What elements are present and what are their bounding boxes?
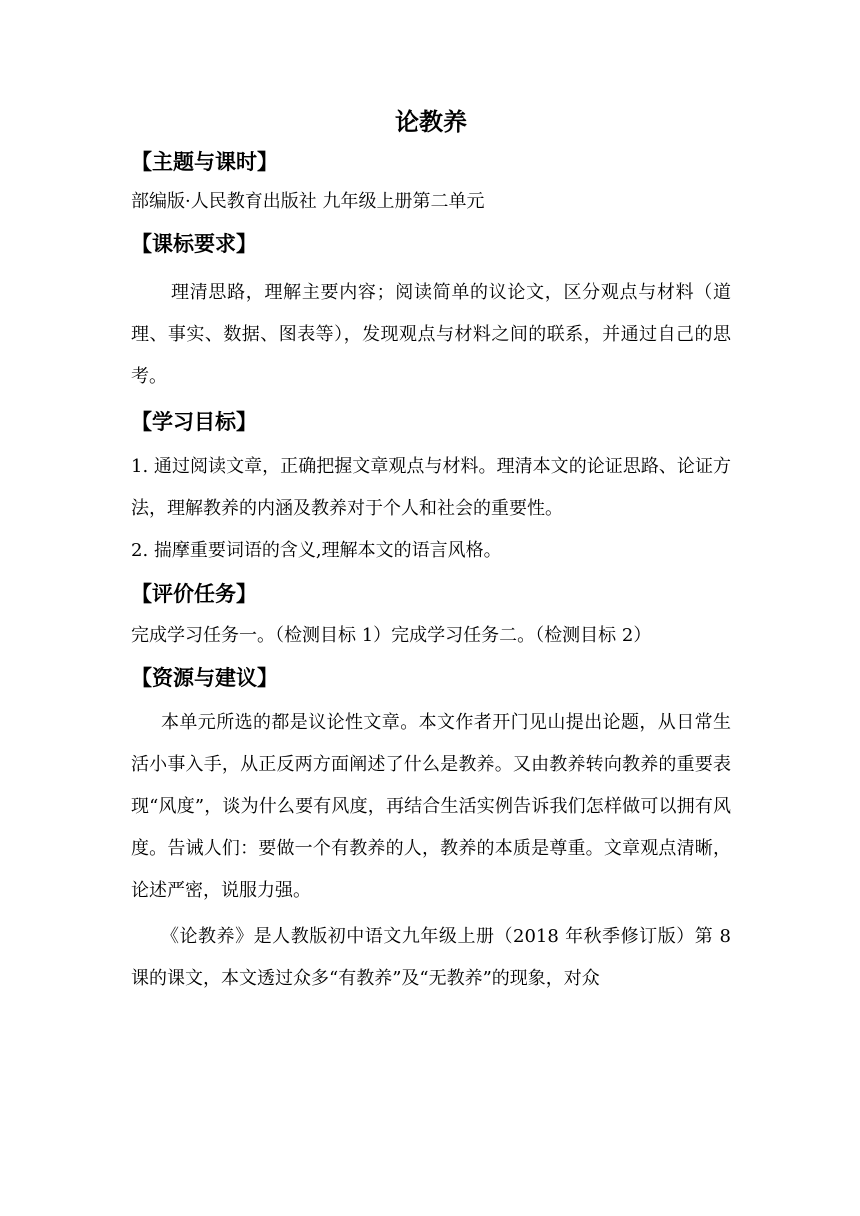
topic-text: 部编版·人民教育出版社 九年级上册第二单元 xyxy=(131,191,485,212)
goal-item-2: 2. 揣摩重要词语的含义,理解本文的语言风格。 xyxy=(131,540,502,561)
section-heading-standards: 【课标要求】 xyxy=(131,232,257,256)
goal-item-1: 1. 通过阅读文章，正确把握文章观点与材料。理清本文的论证思路、论证方法，理解教养的内涵及教养对于个人和社会的重要性。 xyxy=(131,456,731,519)
assessment-text: 完成学习任务一。（检测目标 1）完成学习任务二。（检测目标 2） xyxy=(131,625,652,646)
resources-paragraph-2: 《论教养》是人教版初中语文九年级上册（2018 年秋季修订版）第 8 课的课文，本文透过众多“有教养”及“无教养”的现象，对众 xyxy=(131,926,731,989)
section-heading-assessment: 【评价任务】 xyxy=(131,582,257,606)
document-title: 论教养 xyxy=(395,108,467,136)
section-heading-topic: 【主题与课时】 xyxy=(131,150,278,174)
section-heading-goals: 【学习目标】 xyxy=(131,410,257,434)
document-body xyxy=(131,104,731,1000)
standards-paragraph: 理清思路，理解主要内容；阅读简单的议论文，区分观点与材料（道理、事实、数据、图表等），发现观点与材料之间的联系，并通过自己的思考。 xyxy=(131,282,731,387)
resources-paragraph-1: 本单元所选的都是议论性文章。本文作者开门见山提出论题，从日常生活小事入手，从正反两方面阐述了什么是教养。又由教养转向教养的重要表现“风度”，谈为什么要有风度，再结合生活实例告诉我们怎样做可以拥有风度。告诫人们：要做一个有教养的人，教养的本质是尊重。文章观点清晰，论述严密，说服力强。 xyxy=(131,712,731,901)
section-heading-resources: 【资源与建议】 xyxy=(131,666,278,690)
